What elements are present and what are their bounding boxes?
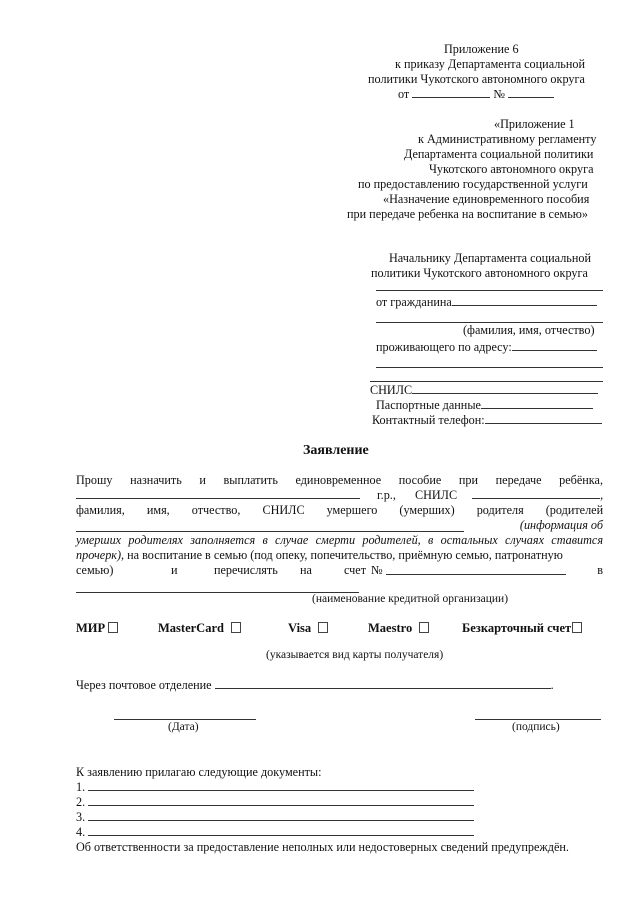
signature-hint: (подпись): [512, 721, 560, 733]
punctuation: .: [550, 678, 554, 692]
card-option-mastercard[interactable]: [158, 621, 241, 636]
word: передаче: [495, 473, 542, 487]
child-snils-label: СНИЛС: [414, 488, 458, 502]
bank-hint: (наименование кредитной организации): [312, 593, 509, 605]
body-line-6: [76, 548, 563, 563]
body-line-2: г.р., СНИЛС ,: [76, 488, 603, 503]
addressee-line1: Начальнику Департамента социальной: [389, 251, 591, 265]
passport-field[interactable]: [481, 408, 593, 409]
post-office-field[interactable]: [215, 688, 551, 689]
birth-year-label: г.р.,: [377, 488, 396, 502]
item-number: 1.: [76, 780, 86, 794]
card-option-mir[interactable]: [76, 621, 118, 636]
item-number: 2.: [76, 795, 86, 809]
appendix6-line3: политики Чукотского автономного округа: [368, 72, 585, 86]
appendix6-date-line: [398, 87, 554, 102]
passport-label: Паспортные данные: [376, 398, 481, 412]
from-label: от: [398, 87, 410, 101]
item-number: 3.: [76, 810, 86, 824]
order-date-field[interactable]: [412, 97, 490, 98]
word: (родителей: [545, 503, 604, 517]
citizen-field[interactable]: [452, 305, 597, 306]
word: выплатить: [223, 473, 278, 487]
body-line-1: [76, 473, 603, 488]
word: родителя: [476, 503, 524, 517]
text: , на воспитание в семью (под опеку, попечительство, приёмную семью, патронатную: [121, 548, 563, 562]
responsibility-warning: Об ответственности за предоставление неполных или недостоверных сведений предупреждён.: [76, 840, 569, 854]
appendix6-line1: Приложение 6: [444, 42, 519, 56]
appendix1-line4: Чукотского автономного округа: [429, 162, 594, 176]
appendix1-line7: при передаче ребенка на воспитание в семью»: [347, 207, 588, 221]
word: семью): [76, 563, 114, 577]
account-number-field[interactable]: [386, 574, 566, 575]
word: и: [199, 473, 206, 487]
appendix1-line1: «Приложение 1: [494, 117, 575, 131]
post-office-row: [76, 678, 554, 693]
from-citizen-label: от гражданина: [376, 295, 452, 309]
word: умершего: [326, 503, 378, 517]
word: имя,: [146, 503, 170, 517]
document-title: Заявление: [303, 443, 369, 458]
snils-field[interactable]: [412, 393, 598, 394]
body-line-5: [76, 533, 603, 548]
italic-note: умерших родителях заполняется в случае смерти родителей, в остальных случаях ставится: [76, 533, 603, 547]
attachment-field[interactable]: [88, 820, 474, 821]
appendix1-line3: Департамента социальной политики: [404, 147, 594, 161]
word: отчество,: [191, 503, 241, 517]
passport-row: [376, 398, 593, 413]
word: счет: [344, 563, 367, 577]
address-label: проживающего по адресу:: [376, 340, 512, 354]
fio-hint: (фамилия, имя, отчество): [463, 323, 595, 337]
address-field[interactable]: [512, 350, 597, 351]
word: СНИЛС: [262, 503, 305, 517]
word: (умерших): [399, 503, 455, 517]
from-citizen-row: [376, 295, 597, 310]
attachment-row-4: [76, 825, 474, 840]
word: Прошу: [76, 473, 113, 487]
signature-field[interactable]: [475, 719, 601, 720]
attachment-field[interactable]: [88, 790, 474, 791]
card-option-maestro[interactable]: [368, 621, 429, 636]
card-label: Безкарточный счет: [462, 621, 572, 635]
date-field[interactable]: [114, 719, 256, 720]
attachments-intro: К заявлению прилагаю следующие документы:: [76, 765, 322, 779]
word: назначить: [130, 473, 182, 487]
checkbox[interactable]: [318, 622, 328, 633]
item-number: 4.: [76, 825, 86, 839]
phone-row: [372, 413, 602, 428]
italic-note: прочерк): [76, 548, 122, 562]
italic-note: (информация об: [519, 518, 603, 532]
post-office-label: Через почтовое отделение: [76, 678, 212, 692]
attachment-row-1: [76, 780, 474, 795]
phone-label: Контактный телефон:: [372, 413, 485, 427]
checkbox[interactable]: [572, 622, 582, 633]
body-line-4-italic: [490, 518, 603, 533]
attachment-field[interactable]: [88, 805, 474, 806]
word: на: [300, 563, 312, 577]
card-option-cardless[interactable]: [462, 621, 582, 636]
word: пособие: [398, 473, 442, 487]
snils-row: [370, 383, 598, 398]
checkbox[interactable]: [108, 622, 118, 633]
word: перечислять: [214, 563, 278, 577]
appendix6-line2: к приказу Департамента социальной: [395, 57, 585, 71]
appendix1-line6: «Назначение единовременного пособия: [383, 192, 590, 206]
card-label: Maestro: [368, 621, 413, 635]
body-line-3: [76, 503, 603, 518]
parents-info-field[interactable]: [76, 531, 464, 532]
child-snils-field[interactable]: [472, 498, 600, 499]
address-blank-3[interactable]: [370, 381, 603, 382]
attachment-row-2: [76, 795, 474, 810]
address-blank-2[interactable]: [376, 367, 603, 368]
card-label: МИР: [76, 621, 106, 635]
snils-label: СНИЛС: [370, 383, 413, 397]
phone-field[interactable]: [485, 423, 602, 424]
card-label: Visa: [288, 621, 312, 635]
word: ребёнка,: [559, 473, 604, 487]
card-option-visa[interactable]: [288, 621, 328, 636]
appendix1-line5: по предоставлению государственной услуги: [358, 177, 588, 191]
word: единовременное: [295, 473, 382, 487]
checkbox[interactable]: [419, 622, 429, 633]
appendix1-line2: к Административному регламенту: [418, 132, 597, 146]
addressee-blank-1[interactable]: [376, 290, 603, 291]
child-name-field[interactable]: [76, 498, 360, 499]
addressee-line2: политики Чукотского автономного округа: [371, 266, 588, 280]
word: фамилия,: [76, 503, 125, 517]
date-hint: (Дата): [168, 721, 199, 733]
checkbox[interactable]: [231, 622, 241, 633]
card-label: MasterCard: [158, 621, 224, 635]
attachment-row-3: [76, 810, 474, 825]
word: при: [458, 473, 479, 487]
card-hint: (указывается вид карты получателя): [266, 649, 444, 661]
word: и: [171, 563, 178, 577]
attachment-field[interactable]: [88, 835, 474, 836]
number-label: №: [493, 87, 505, 101]
word: №: [371, 563, 383, 577]
order-number-field[interactable]: [508, 97, 554, 98]
address-row: [376, 340, 597, 355]
word: в: [597, 563, 603, 577]
